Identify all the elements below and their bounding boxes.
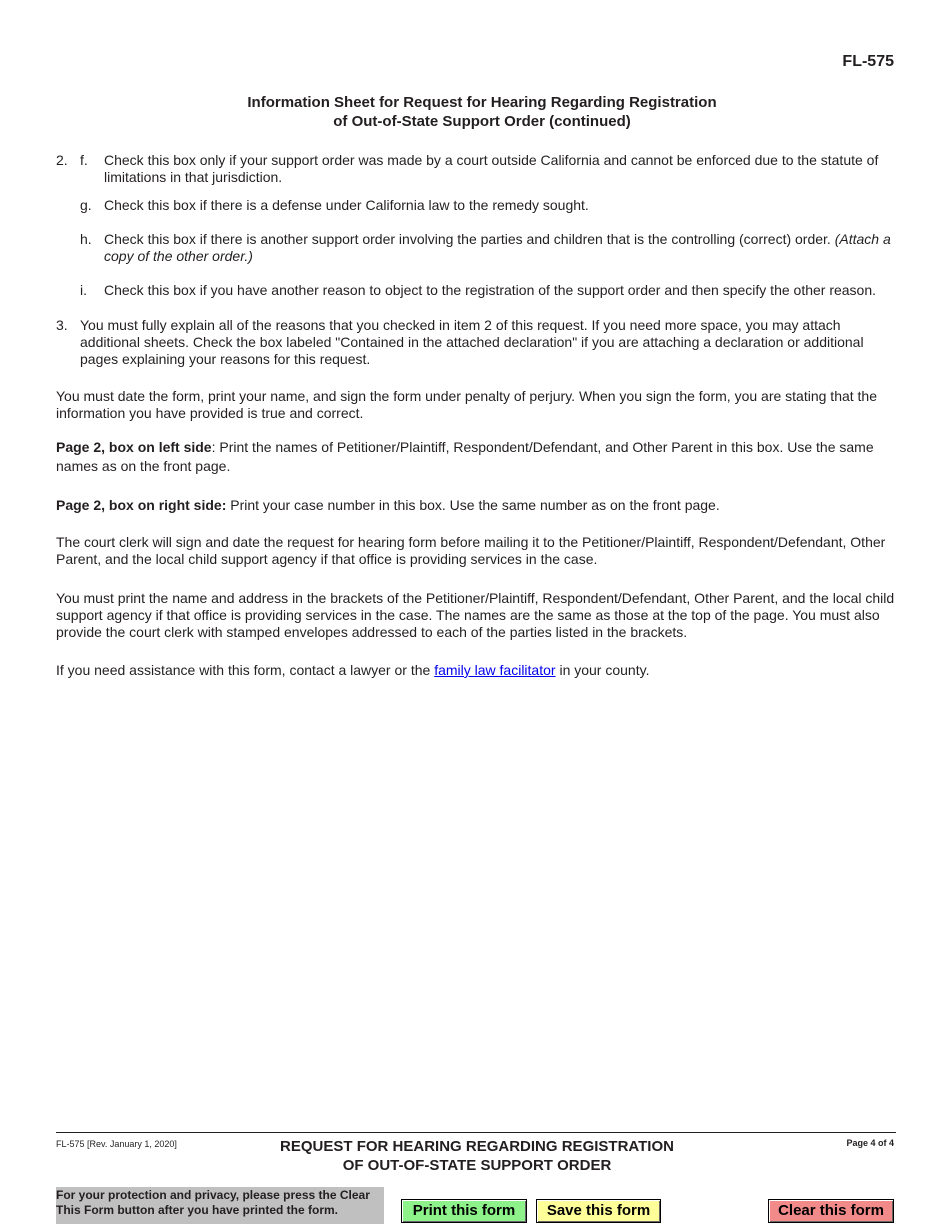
item-2-h-body	[104, 231, 896, 265]
footer-revision: FL-575 [Rev. January 1, 2020]	[56, 1139, 177, 1149]
print-form-button[interactable]: Print this form	[401, 1199, 527, 1223]
left-box-label: Page 2, box on left side	[56, 439, 212, 455]
item-2-h-text: Check this box if there is another support order involving the parties and children that is the controlling (correct) order.	[104, 231, 835, 247]
item-2-h	[0, 231, 950, 267]
page-number: Page 4 of 4	[846, 1138, 894, 1148]
form-number: FL-575	[842, 53, 894, 70]
signature-paragraph: You must date the form, print your name, and sign the form under penalty of perjury. When you sign the form, you are stating that the information you have provided is true and correct.	[56, 388, 878, 421]
page-title	[0, 93, 950, 131]
family-law-facilitator-link[interactable]: family law facilitator	[434, 662, 556, 678]
item-2-i-letter: i.	[80, 282, 87, 298]
item-2-f-letter: f.	[80, 152, 88, 168]
footer-divider	[56, 1132, 896, 1133]
page-title-line-2: of Out-of-State Support Order (continued)	[333, 113, 631, 130]
item-2-f	[0, 152, 950, 188]
item-2-i	[0, 282, 950, 300]
item-3-text: You must fully explain all of the reasons that you checked in item 2 of this request. If you need more space, you may attach additional sheets. Check the box labeled "Contained in the attached declaration" if you are attaching a declaration or additional pages explaining your reasons for this request.	[80, 317, 864, 367]
footer-title-line-2: OF OUT-OF-STATE SUPPORT ORDER	[342, 1157, 612, 1174]
item-2-i-text: Check this box if you have another reason to object to the registration of the support order and then specify the other reason.	[104, 282, 877, 298]
left-box-text: : Print the names of Petitioner/Plaintiff, Respondent/Defendant, and Other Parent in this box. Use the same names as on the front page.	[56, 439, 874, 474]
item-2-h-italic: (Attach a copy of the other order.)	[104, 231, 891, 264]
clear-form-button[interactable]: Clear this form	[768, 1199, 894, 1223]
footer-title-line-1: REQUEST FOR HEARING REGARDING REGISTRATION	[280, 1138, 674, 1155]
item-2-g	[0, 197, 950, 215]
item-2-g-letter: g.	[80, 197, 92, 213]
footer-title	[0, 1137, 950, 1175]
item-2-f-text: Check this box only if your support order was made by a court outside California and cannot be enforced due to the statute of limitations in that jurisdiction.	[104, 152, 879, 185]
item-3	[0, 317, 950, 371]
item-3-number: 3.	[56, 317, 68, 333]
item-2-h-letter: h.	[80, 231, 92, 247]
right-box-text: Print your case number in this box. Use the same number as on the front page.	[226, 497, 720, 513]
page-title-line-1: Information Sheet for Request for Hearing Regarding Registration	[247, 94, 717, 111]
assistance-text-after: in your county.	[555, 662, 650, 678]
item-2-number: 2.	[56, 152, 68, 168]
brackets-paragraph: You must print the name and address in the brackets of the Petitioner/Plaintiff, Respondent/Defendant, Other Parent, and the local child support agency if that office is providing services in the case. The names are the same as those at the top of the page. You must also provide the court clerk with stamped envelopes addressed to each of the parties listed in the brackets.	[56, 590, 895, 640]
save-form-button[interactable]: Save this form	[536, 1199, 661, 1223]
clerk-paragraph: The court clerk will sign and date the request for hearing form before mailing it to the Petitioner/Plaintiff, Respondent/Defendant, Other Parent, and the local child support agency if that office is providing services in the case.	[56, 534, 886, 567]
right-box-label: Page 2, box on right side:	[56, 497, 227, 513]
right-box-paragraph	[56, 497, 898, 514]
assistance-paragraph	[56, 662, 898, 679]
assistance-text-before: If you need assistance with this form, contact a lawyer or the	[56, 662, 435, 678]
left-box-paragraph	[56, 438, 898, 476]
privacy-notice: For your protection and privacy, please press the Clear This Form button after you have printed the form.	[56, 1187, 384, 1224]
item-2-g-text: Check this box if there is a defense under California law to the remedy sought.	[104, 197, 589, 213]
